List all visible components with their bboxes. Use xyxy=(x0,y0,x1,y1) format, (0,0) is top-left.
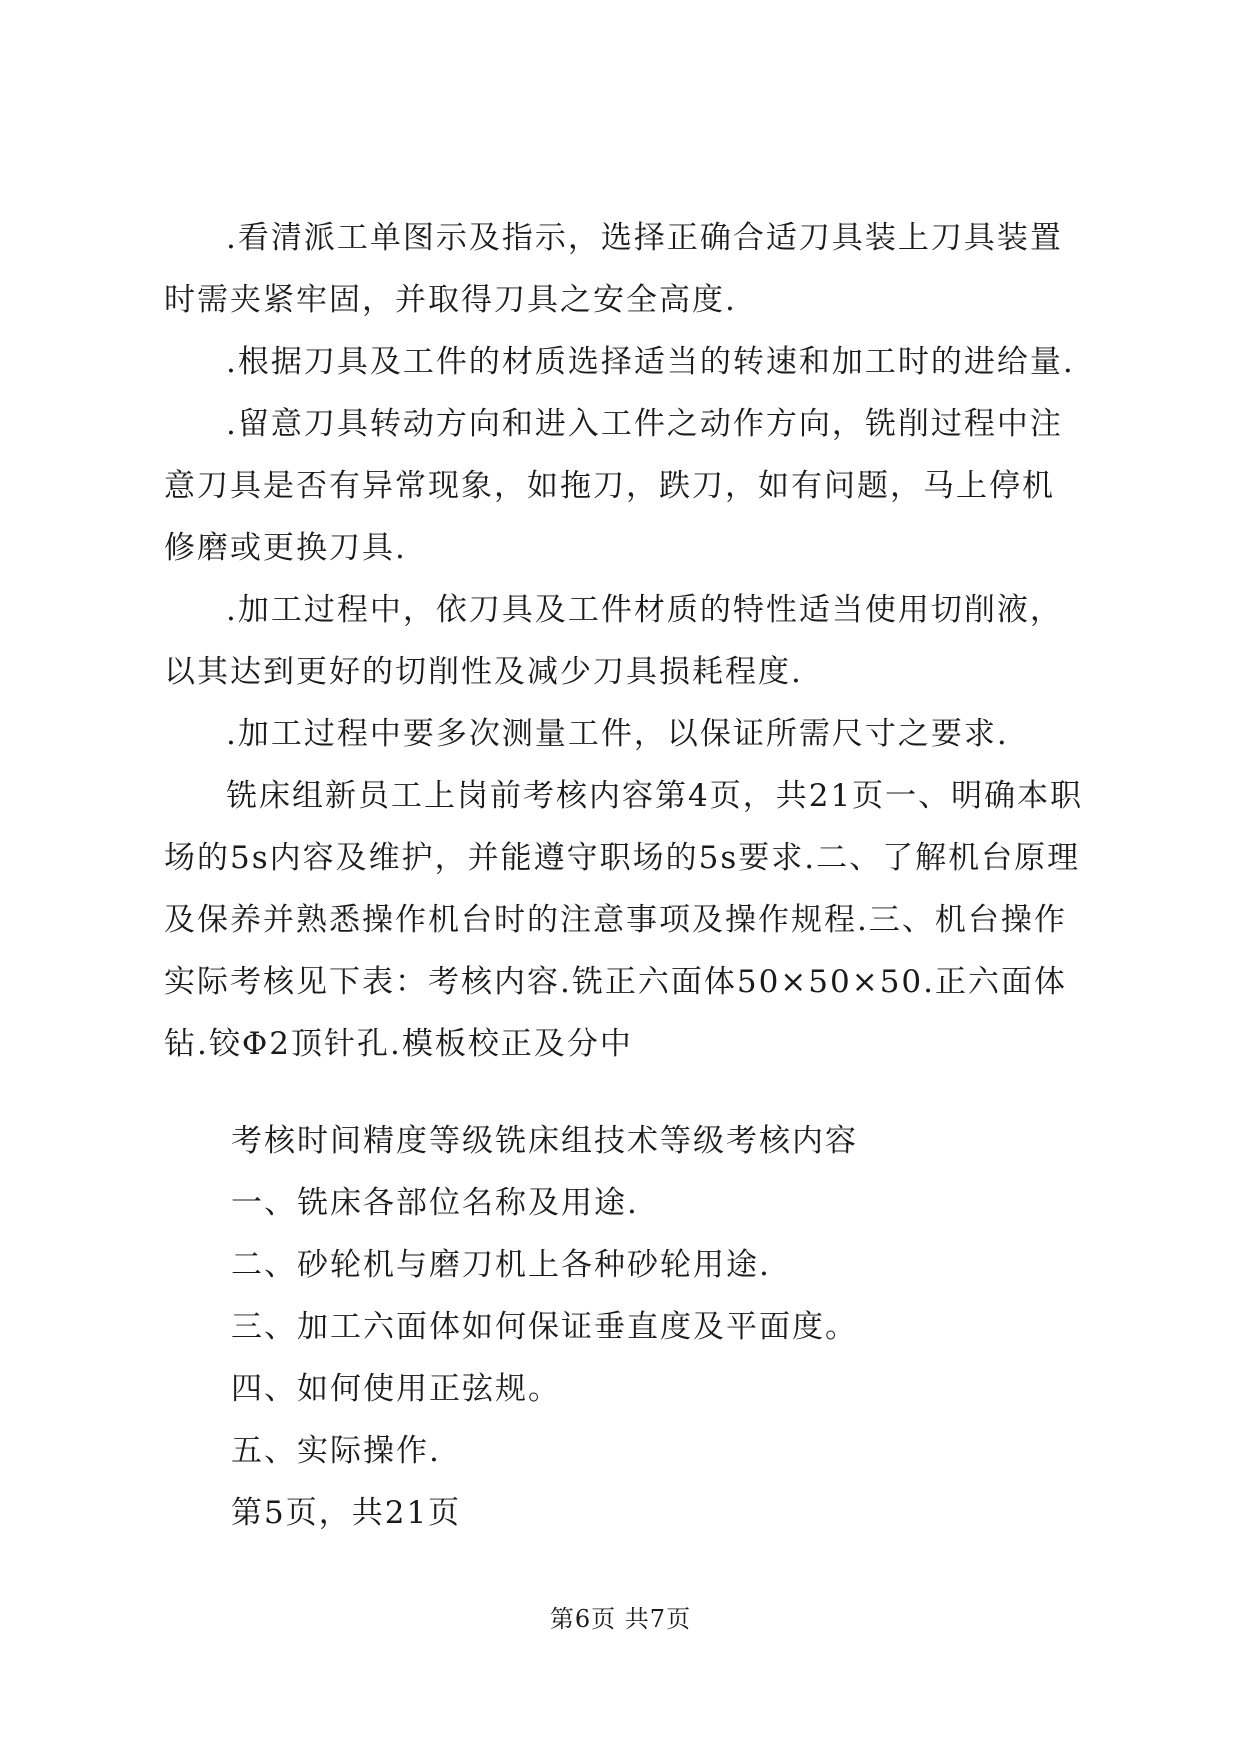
line-1: 考核时间精度等级铣床组技术等级考核内容 xyxy=(231,1123,858,1159)
paragraph-2: .根据刀具及工件的材质选择适当的转速和加工时的进给量. xyxy=(226,344,1075,380)
body-text xyxy=(164,207,1084,1075)
line-2: 一、铣床各部位名称及用途. xyxy=(231,1185,639,1221)
paragraph-6: 铣床组新员工上岗前考核内容第4页，共21页一、明确本职场的5s内容及维护，并能遵守职场的5s要求.二、了解机台原理及保养并熟悉操作机台时的注意事项及操作规程.三、机台操作实际考核见下表：考核内容.铣正六面体50×50×50.正六面体钻.铰Φ2顶针孔.模板校正及分中 xyxy=(164,778,1084,1062)
paragraph-1: .看清派工单图示及指示，选择正确合适刀具装上刀具装置时需夹紧牢固，并取得刀具之安全高度. xyxy=(164,220,1063,318)
line-4: 三、加工六面体如何保证垂直度及平面度。 xyxy=(231,1309,858,1345)
line-6: 五、实际操作. xyxy=(231,1433,441,1469)
paragraph-4: .加工过程中，依刀具及工件材质的特性适当使用切削液，以其达到更好的切削性及减少刀具损耗程度. xyxy=(164,592,1063,690)
paragraph-3: .留意刀具转动方向和进入工件之动作方向，铣削过程中注意刀具是否有异常现象，如拖刀，跌刀，如有问题，马上停机修磨或更换刀具. xyxy=(164,406,1063,566)
paragraph-5: .加工过程中要多次测量工件，以保证所需尺寸之要求. xyxy=(226,716,1009,752)
line-3: 二、砂轮机与磨刀机上各种砂轮用途. xyxy=(231,1247,771,1283)
line-7: 第5页，共21页 xyxy=(231,1495,462,1531)
line-5: 四、如何使用正弦规。 xyxy=(231,1371,561,1407)
page-footer: 第6页 共7页 xyxy=(549,1605,692,1633)
